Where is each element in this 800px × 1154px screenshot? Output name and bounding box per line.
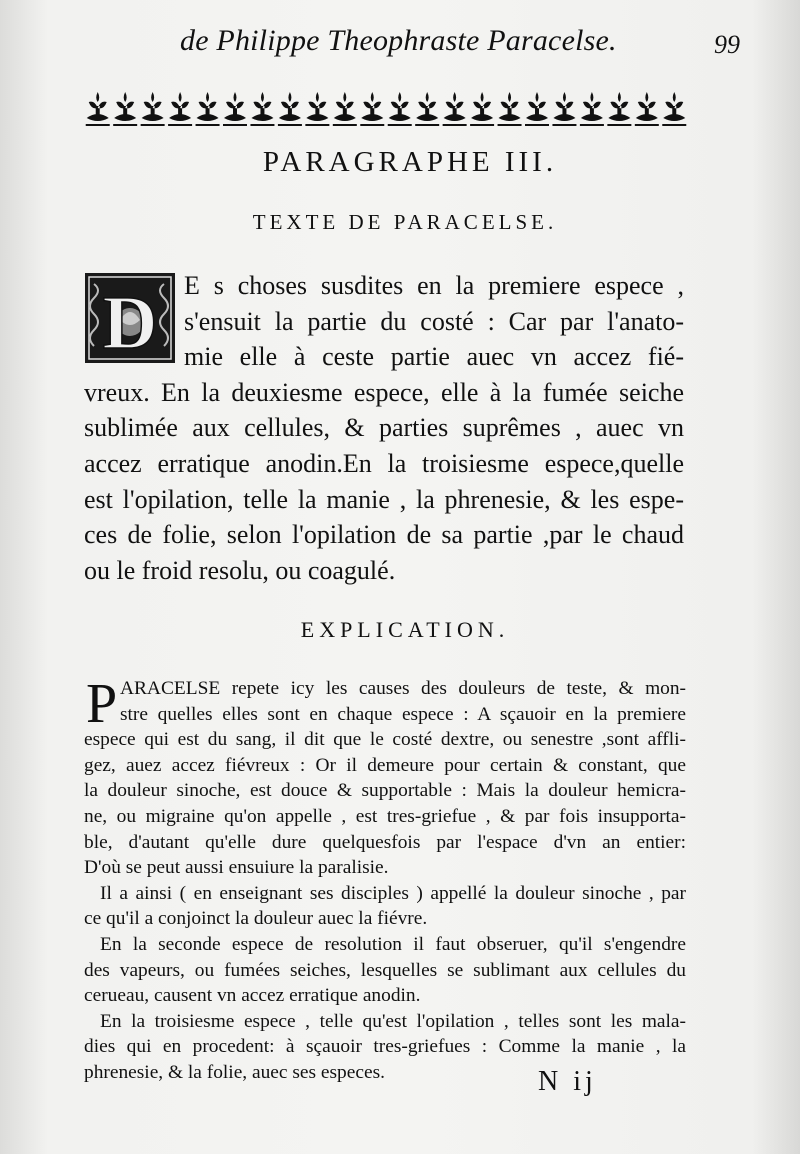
fleuron-icon — [525, 92, 549, 126]
text-line: s'ensuit la partie du costé : Car par l'anato- — [184, 306, 684, 336]
signature-mark: N ij — [538, 1066, 597, 1097]
explication-line: gez, auez accez fiévreux : Or il demeure pour certain & constant, que — [84, 754, 686, 776]
fleuron-icon — [552, 92, 576, 126]
explication-line: ce qu'il a conjoinct la douleur auec la fiévre. — [84, 908, 428, 930]
explication-line: ble, d'autant qu'elle dure quelquesfois par l'espace d'vn an entier: — [84, 831, 686, 853]
fleuron-icon — [196, 92, 220, 126]
text-line: ou le froid resolu, ou coagulé. — [84, 555, 396, 585]
explication-line: la douleur sinoche, est douce & supportable : Mais la douleur hemicra- — [84, 780, 686, 802]
text-line: mie elle à ceste partie auec vn accez fié- — [184, 342, 684, 372]
explication-initial: P — [86, 673, 118, 735]
explication-line: cerueau, causent vn accez erratique anodin. — [84, 985, 421, 1007]
fleuron-icon — [250, 92, 274, 126]
page-number: 99 — [714, 30, 740, 59]
fleuron-icon — [305, 92, 329, 126]
explication-line: ARACELSE repete icy les causes des douleurs de teste, & mon- — [120, 678, 686, 699]
paracelsus-text — [84, 268, 684, 588]
explication-line: des vapeurs, ou fumées seiches, lesquelles se sublimant aux cellules du — [84, 959, 686, 981]
text-line: ces de folie, selon l'opilation de sa partie ,par le chaud — [84, 520, 684, 550]
fleuron-icon — [360, 92, 384, 126]
fleuron-icon — [662, 92, 686, 126]
fleuron-icon — [470, 92, 494, 126]
explication-line: stre quelles elles sont en chaque espece : A sçauoir en la premiere — [120, 703, 686, 725]
dropcap-letter: D — [102, 281, 158, 364]
paragraph-heading: PARAGRAPHE III. — [262, 146, 558, 178]
fleuron-icon — [333, 92, 357, 126]
explication-line: ne, ou migraine qu'on appelle , est tres-griefue , & par fois insupporta- — [84, 805, 686, 827]
explication-line: En la troisiesme espece , telle qu'est l'opilation , telles sont les mala- — [100, 1010, 686, 1032]
explication-line: D'où se peut aussi ensuiure la paralisie. — [84, 857, 389, 879]
explication-line: espece qui est du sang, il dit que le costé dextre, ou senestre ,sont affli- — [84, 729, 686, 751]
fleuron-icon — [113, 92, 137, 126]
fleuron-icon — [443, 92, 467, 126]
explication-line: En la seconde espece de resolution il faut obseruer, qu'il s'engendre — [100, 933, 686, 955]
running-head — [180, 24, 740, 64]
fleuron-icon — [498, 92, 522, 126]
text-line: sublimée aux cellules, & parties suprêmes , auec vn — [84, 413, 684, 443]
fleuron-icon — [168, 92, 192, 126]
fleuron-icon — [141, 92, 165, 126]
fleuron-icon — [278, 92, 302, 126]
fleuron-ornament-band — [84, 88, 688, 128]
fleuron-icon — [415, 92, 439, 126]
explication-line: phrenesie, & la folie, auec ses especes. — [84, 1061, 385, 1083]
explication-line: dies qui en procedent: à sçauoir tres-griefues : Comme la manie , la — [84, 1036, 686, 1058]
fleuron-icon — [223, 92, 247, 126]
fleuron-icon — [86, 92, 110, 126]
explication-line: Il a ainsi ( en enseignant ses disciples ) appellé la douleur sinoche , par — [100, 882, 686, 904]
fleuron-icon — [580, 92, 604, 126]
explication-text — [84, 673, 686, 1086]
fleuron-icon — [635, 92, 659, 126]
fleuron-icon — [607, 92, 631, 126]
running-title: de Philippe Theophraste Paracelse. — [180, 24, 617, 57]
explication-heading: EXPLICATION. — [300, 617, 510, 642]
text-heading: TEXTE DE PARACELSE. — [252, 210, 558, 234]
text-line: accez erratique anodin.En la troisiesme espece,quelle — [84, 448, 684, 478]
text-line: vreux. En la deuxiesme espece, elle à la fumée seiche — [84, 377, 684, 407]
fleuron-icon — [388, 92, 412, 126]
text-line: E s choses susdites en la premiere espece , — [184, 271, 684, 300]
text-line: est l'opilation, telle la manie , la phrenesie, & les espe- — [84, 484, 684, 514]
